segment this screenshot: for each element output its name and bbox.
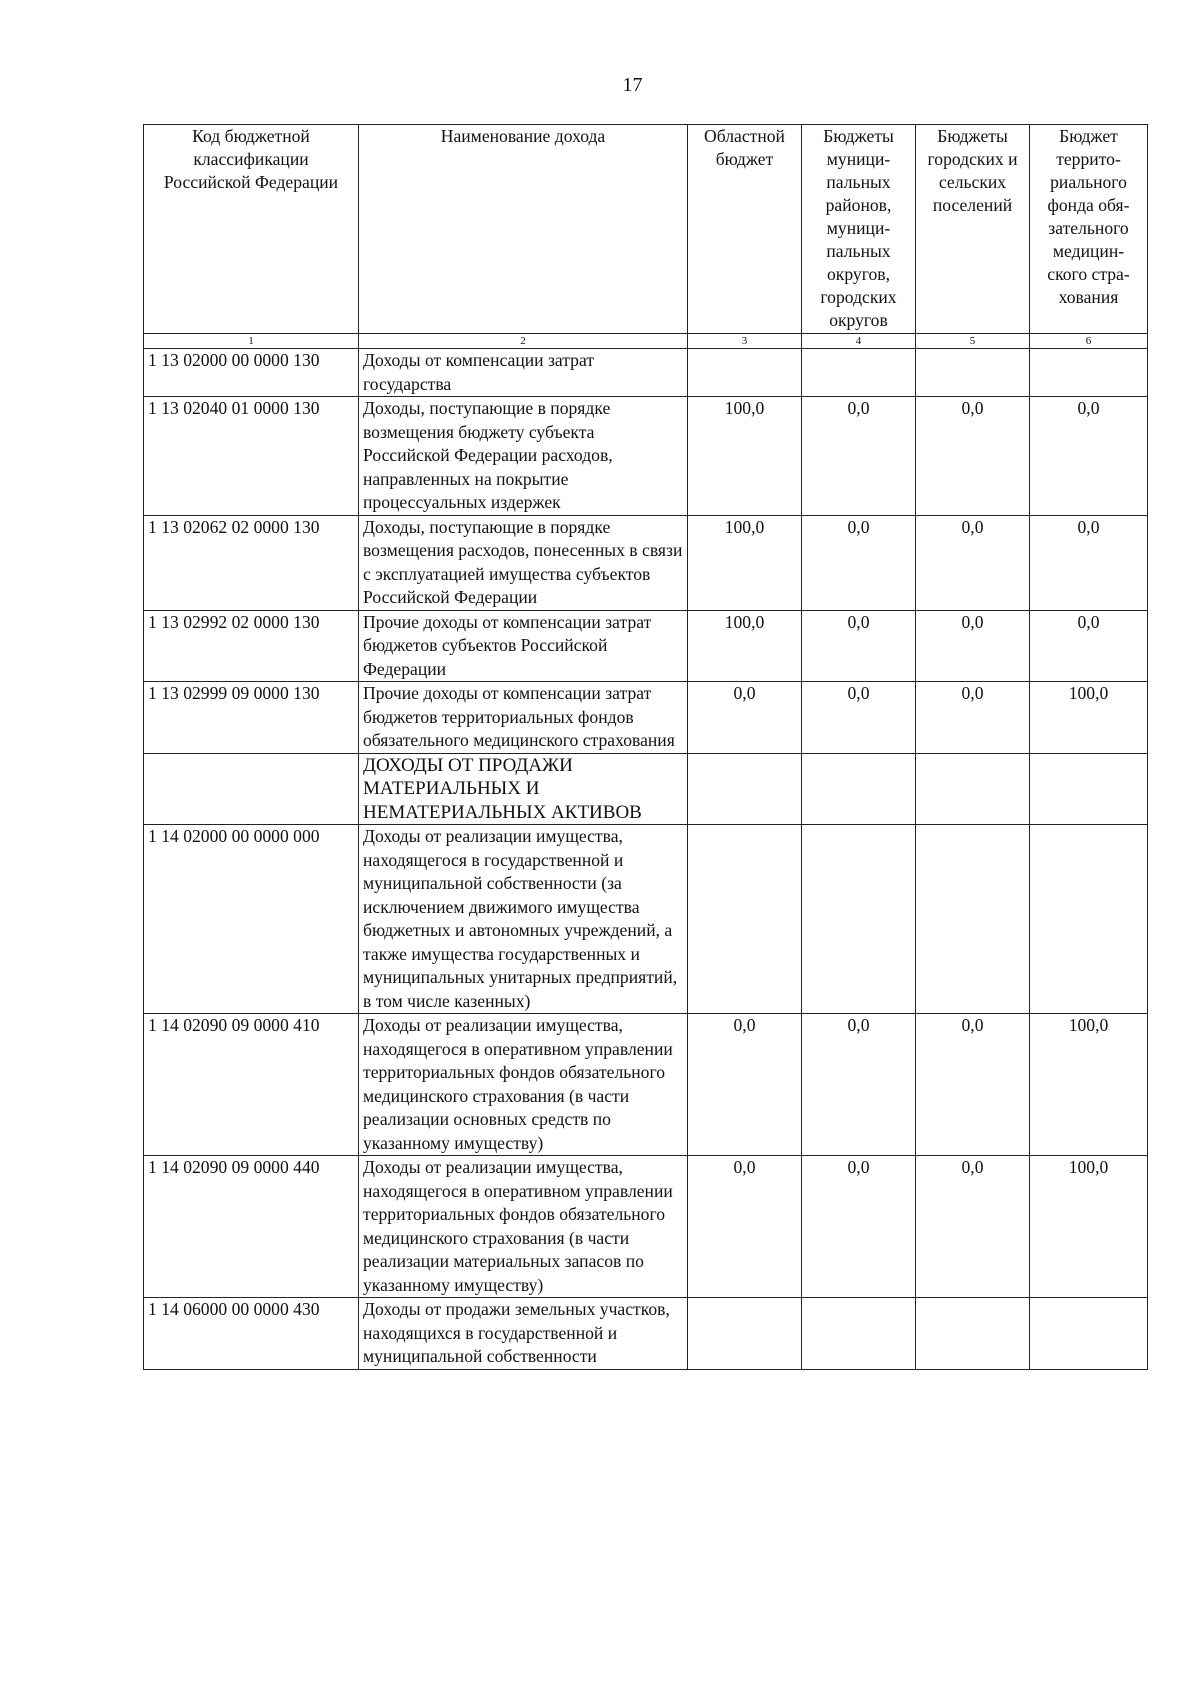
medical-fund-value: 0,0 bbox=[1030, 515, 1148, 610]
budget-code-cell: 1 13 02040 01 0000 130 bbox=[144, 397, 359, 516]
header-budget-code: Код бюджетной классификации Российской Федерации bbox=[144, 125, 359, 334]
header-settlement-budgets: Бюджеты городских и сельских поселений bbox=[916, 125, 1030, 334]
column-number: 1 bbox=[144, 334, 359, 349]
budget-code-cell: 1 14 02090 09 0000 440 bbox=[144, 1156, 359, 1298]
table-row bbox=[144, 349, 1148, 397]
settlement-budgets-value bbox=[916, 753, 1030, 825]
column-number: 6 bbox=[1030, 334, 1148, 349]
municipal-budgets-value: 0,0 bbox=[802, 515, 916, 610]
revenue-name-cell: Доходы от продажи земельных участков, находящихся в государственной и муниципальной собственности bbox=[359, 1298, 688, 1370]
budget-code-cell: 1 14 02090 09 0000 410 bbox=[144, 1014, 359, 1156]
budget-code-cell: 1 13 02992 02 0000 130 bbox=[144, 610, 359, 682]
column-number-row bbox=[144, 334, 1148, 349]
revenue-name-cell: Доходы от реализации имущества, находящегося в оперативном управлении территориальных фондов обязательного медицинского страхования (в части реализации материальных запасов по указанному имуществу) bbox=[359, 1156, 688, 1298]
table-body bbox=[144, 349, 1148, 1370]
settlement-budgets-value: 0,0 bbox=[916, 397, 1030, 516]
municipal-budgets-value: 0,0 bbox=[802, 682, 916, 754]
regional-budget-value: 100,0 bbox=[688, 397, 802, 516]
settlement-budgets-value: 0,0 bbox=[916, 610, 1030, 682]
settlement-budgets-value bbox=[916, 349, 1030, 397]
section-heading-row bbox=[144, 753, 1148, 825]
municipal-budgets-value bbox=[802, 1298, 916, 1370]
budget-code-cell: 1 13 02062 02 0000 130 bbox=[144, 515, 359, 610]
revenue-distribution-table bbox=[143, 124, 1148, 1370]
column-number: 3 bbox=[688, 334, 802, 349]
settlement-budgets-value: 0,0 bbox=[916, 1156, 1030, 1298]
medical-fund-value: 0,0 bbox=[1030, 397, 1148, 516]
table-header-row bbox=[144, 125, 1148, 334]
page-number: 17 bbox=[622, 74, 643, 96]
budget-code-cell bbox=[144, 753, 359, 825]
regional-budget-value: 0,0 bbox=[688, 1156, 802, 1298]
budget-code-cell: 1 13 02999 09 0000 130 bbox=[144, 682, 359, 754]
regional-budget-value: 100,0 bbox=[688, 515, 802, 610]
revenue-name-cell: Доходы от реализации имущества, находящегося в оперативном управлении территориальных фондов обязательного медицинского страхования (в части реализации основных средств по указанному имуществу) bbox=[359, 1014, 688, 1156]
medical-fund-value: 100,0 bbox=[1030, 682, 1148, 754]
revenue-name-cell: Прочие доходы от компенсации затрат бюджетов территориальных фондов обязательного медицинского страхования bbox=[359, 682, 688, 754]
revenue-name-cell: Доходы, поступающие в порядке возмещения бюджету субъекта Российской Федерации расходов, направленных на покрытие процессуальных издержек bbox=[359, 397, 688, 516]
medical-fund-value: 100,0 bbox=[1030, 1156, 1148, 1298]
municipal-budgets-value bbox=[802, 753, 916, 825]
table-row bbox=[144, 610, 1148, 682]
settlement-budgets-value: 0,0 bbox=[916, 515, 1030, 610]
regional-budget-value: 100,0 bbox=[688, 610, 802, 682]
regional-budget-value bbox=[688, 349, 802, 397]
revenue-name-cell: Доходы, поступающие в порядке возмещения расходов, понесенных в связи с эксплуатацией имущества субъектов Российской Федерации bbox=[359, 515, 688, 610]
budget-code-cell: 1 13 02000 00 0000 130 bbox=[144, 349, 359, 397]
settlement-budgets-value bbox=[916, 825, 1030, 1014]
column-number: 5 bbox=[916, 334, 1030, 349]
settlement-budgets-value: 0,0 bbox=[916, 682, 1030, 754]
medical-fund-value bbox=[1030, 825, 1148, 1014]
municipal-budgets-value: 0,0 bbox=[802, 610, 916, 682]
settlement-budgets-value: 0,0 bbox=[916, 1014, 1030, 1156]
header-regional-budget: Областной бюджет bbox=[688, 125, 802, 334]
revenue-name-cell: Прочие доходы от компенсации затрат бюджетов субъектов Российской Федерации bbox=[359, 610, 688, 682]
settlement-budgets-value bbox=[916, 1298, 1030, 1370]
table-row bbox=[144, 515, 1148, 610]
revenue-name-cell: Доходы от компенсации затрат государства bbox=[359, 349, 688, 397]
regional-budget-value: 0,0 bbox=[688, 1014, 802, 1156]
medical-fund-value bbox=[1030, 1298, 1148, 1370]
header-medical-insurance-fund: Бюджет террито-риального фонда обя-зательного медицин-ского стра-хования bbox=[1030, 125, 1148, 334]
column-number: 2 bbox=[359, 334, 688, 349]
table-row bbox=[144, 825, 1148, 1014]
regional-budget-value: 0,0 bbox=[688, 682, 802, 754]
medical-fund-value bbox=[1030, 753, 1148, 825]
medical-fund-value: 0,0 bbox=[1030, 610, 1148, 682]
header-revenue-name: Наименование дохода bbox=[359, 125, 688, 334]
header-municipal-budgets: Бюджеты муници-пальных районов, муници-пальных округов, городских округов bbox=[802, 125, 916, 334]
medical-fund-value: 100,0 bbox=[1030, 1014, 1148, 1156]
budget-code-cell: 1 14 02000 00 0000 000 bbox=[144, 825, 359, 1014]
municipal-budgets-value: 0,0 bbox=[802, 397, 916, 516]
revenue-name-cell: ДОХОДЫ ОТ ПРОДАЖИ МАТЕРИАЛЬНЫХ И НЕМАТЕРИАЛЬНЫХ АКТИВОВ bbox=[359, 753, 688, 825]
table-row bbox=[144, 397, 1148, 516]
municipal-budgets-value: 0,0 bbox=[802, 1014, 916, 1156]
municipal-budgets-value bbox=[802, 825, 916, 1014]
municipal-budgets-value: 0,0 bbox=[802, 1156, 916, 1298]
regional-budget-value bbox=[688, 1298, 802, 1370]
column-number: 4 bbox=[802, 334, 916, 349]
table-row bbox=[144, 1298, 1148, 1370]
table-row bbox=[144, 682, 1148, 754]
medical-fund-value bbox=[1030, 349, 1148, 397]
regional-budget-value bbox=[688, 825, 802, 1014]
municipal-budgets-value bbox=[802, 349, 916, 397]
revenue-name-cell: Доходы от реализации имущества, находящегося в государственной и муниципальной собственности (за исключением движимого имущества бюджетных и автономных учреждений, а также имущества государственных и муниципальных унитарных предприятий, в том числе казенных) bbox=[359, 825, 688, 1014]
table-row bbox=[144, 1156, 1148, 1298]
table-row bbox=[144, 1014, 1148, 1156]
budget-code-cell: 1 14 06000 00 0000 430 bbox=[144, 1298, 359, 1370]
regional-budget-value bbox=[688, 753, 802, 825]
